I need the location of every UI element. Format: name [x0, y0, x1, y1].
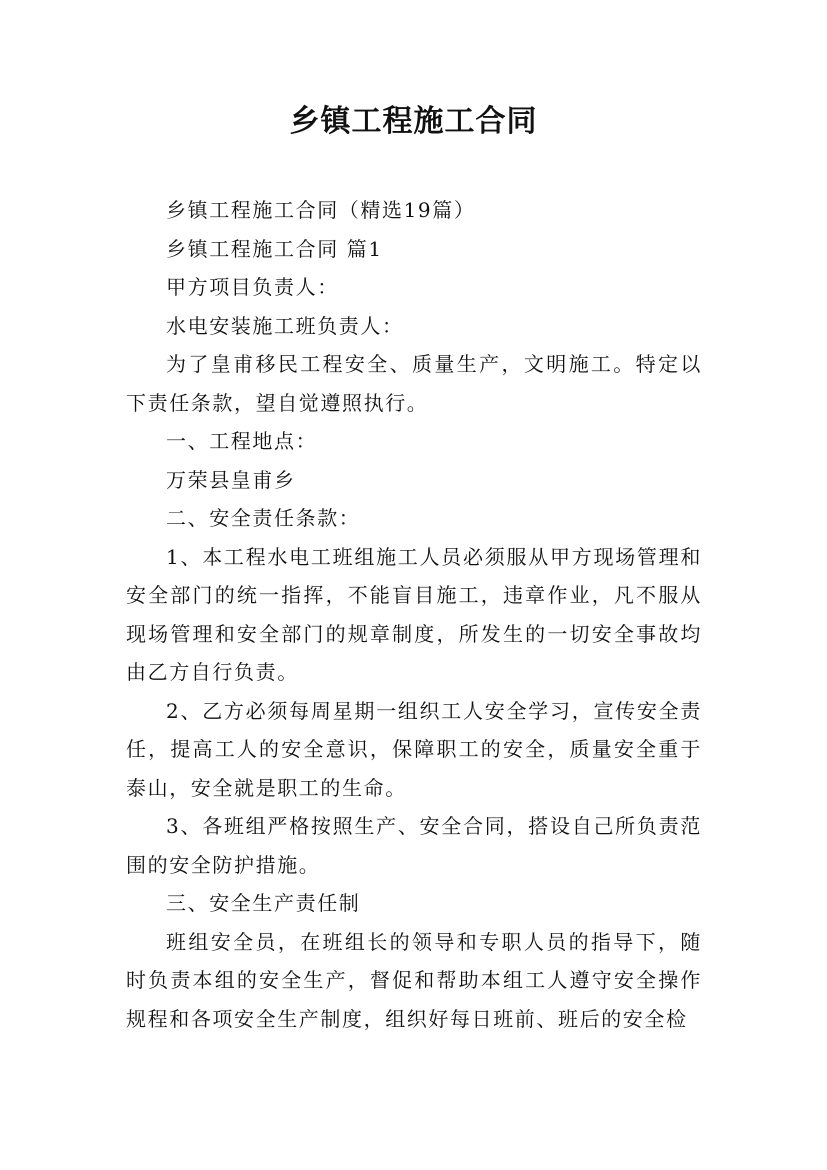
paragraph-clause-2: 2、乙方必须每周星期一组织工人安全学习，宣传安全责任，提高工人的安全意识，保障职工的安全，质量安全重于泰山，安全就是职工的生命。	[126, 698, 702, 800]
paragraph-heading-location: 一、工程地点：	[166, 429, 318, 453]
document-body	[126, 191, 702, 1038]
paragraph-responsibility: 班组安全员，在班组长的领导和专职人员的指导下，随时负责本组的安全生产，督促和帮助本组工人遵守安全操作规程和各项安全生产制度，组织好每日班前、班后的安全检	[126, 929, 702, 1031]
paragraph-heading-responsibility: 三、安全生产责任制	[166, 891, 361, 915]
paragraph-section-heading: 乡镇工程施工合同 篇1	[166, 236, 383, 261]
paragraph-subtitle: 乡镇工程施工合同（精选19篇）	[166, 198, 476, 222]
paragraph-purpose: 为了皇甫移民工程安全、质量生产，文明施工。特定以下责任条款，望自觉遵照执行。	[126, 352, 702, 415]
paragraph-heading-safety: 二、安全责任条款：	[166, 506, 361, 530]
paragraph-clause-1: 1、本工程水电工班组施工人员必须服从甲方现场管理和安全部门的统一指挥，不能盲目施工，违章作业，凡不服从现场管理和安全部门的规章制度，所发生的一切安全事故均由乙方自行负责。	[126, 544, 702, 684]
paragraph-clause-3: 3、各班组严格按照生产、安全合同，搭设自己所负责范围的安全防护措施。	[126, 814, 702, 877]
paragraph-party-b: 水电安装施工班负责人：	[166, 313, 404, 338]
document-title: 乡镇工程施工合同	[289, 104, 538, 139]
paragraph-location: 万荣县皇甫乡	[166, 467, 296, 492]
paragraph-party-a: 甲方项目负责人：	[166, 275, 339, 299]
